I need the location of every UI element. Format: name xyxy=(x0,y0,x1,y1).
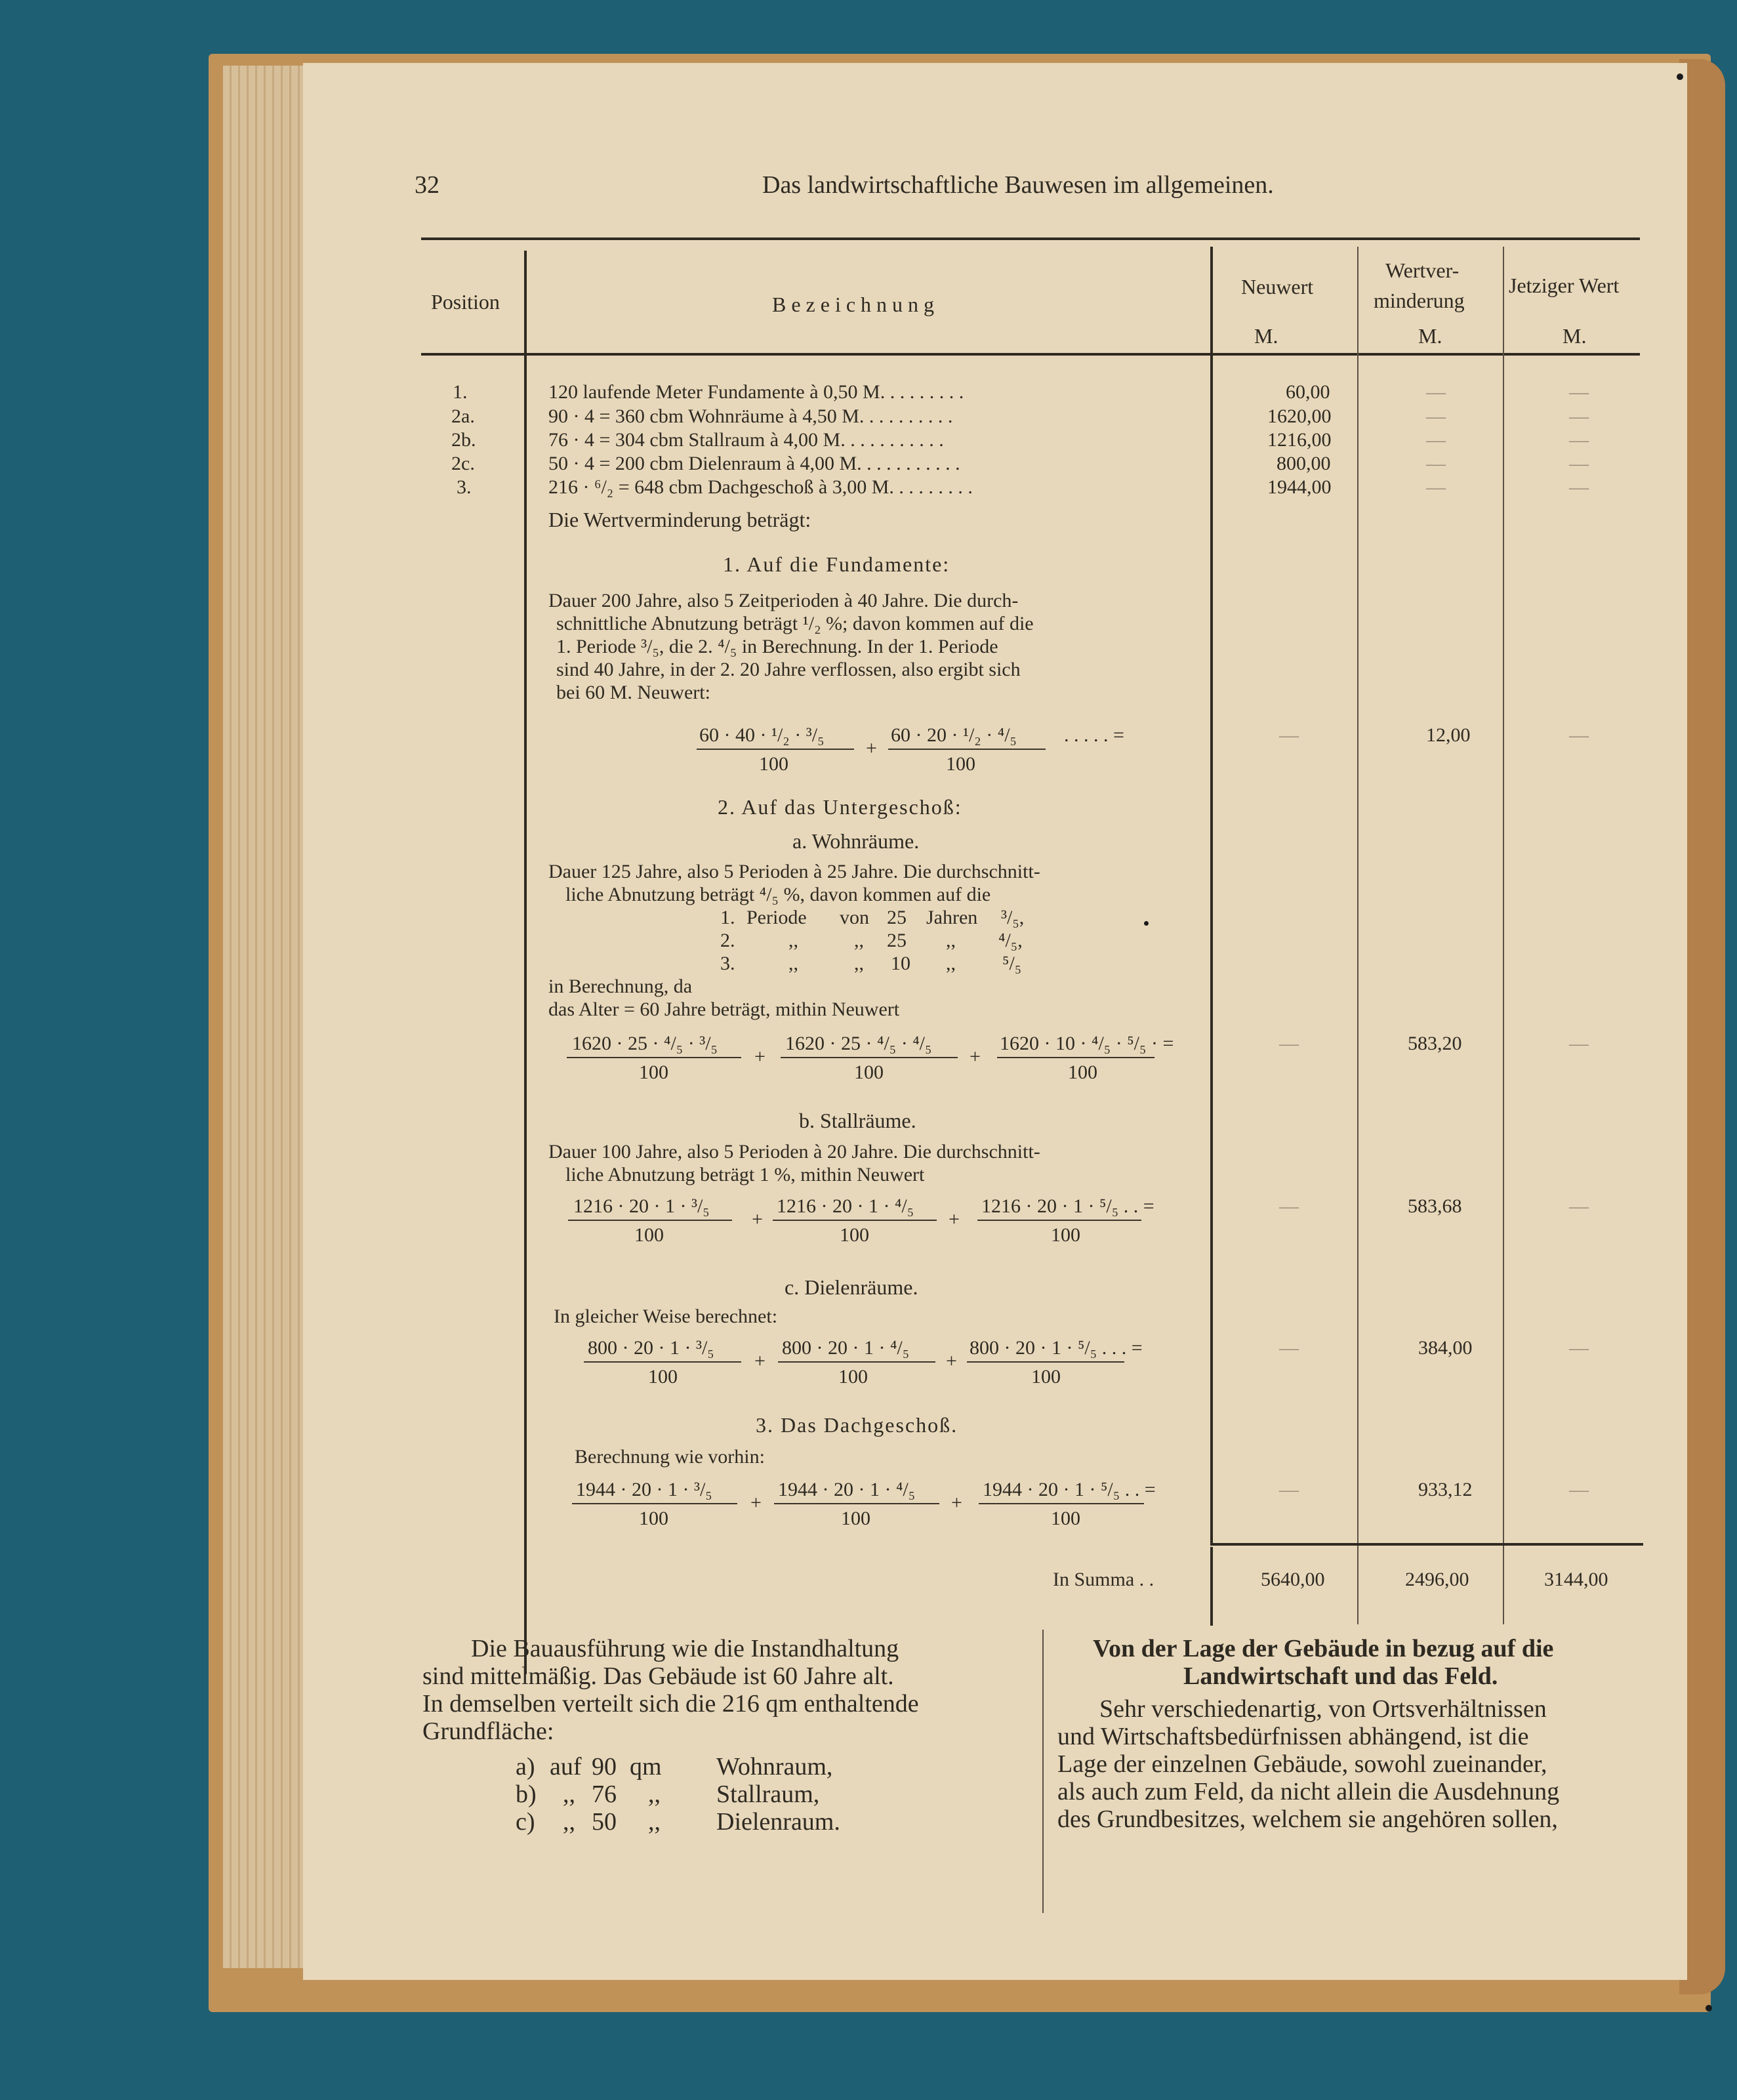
fraction-denominator: 100 xyxy=(1068,1061,1097,1083)
row-neuwert: 1620,00 xyxy=(1267,405,1332,427)
fraction-denominator: 100 xyxy=(1051,1508,1080,1529)
period-fraction: ⁵/₅ xyxy=(1002,953,1022,974)
ink-speck xyxy=(1706,2005,1712,2011)
list-item-key: c) xyxy=(516,1808,535,1836)
section-3-jetziger-wert: — xyxy=(1569,1479,1589,1500)
col-header-position: Position xyxy=(431,290,500,314)
period-label: Periode xyxy=(746,907,807,928)
subsection-b-neuwert: — xyxy=(1279,1195,1299,1217)
list-item-label: Dielenraum. xyxy=(716,1808,840,1836)
fraction-bar xyxy=(584,1361,741,1363)
section-1-title: 1. Auf die Fundamente: xyxy=(723,552,950,576)
subsection-b-jetziger-wert: — xyxy=(1569,1195,1589,1217)
list-item-prefix: ,, xyxy=(563,1808,575,1836)
subsection-a-neuwert: — xyxy=(1279,1033,1299,1054)
period-number: 1. xyxy=(720,907,735,928)
period-years: 25 xyxy=(887,907,907,928)
fraction-bar xyxy=(773,1220,937,1221)
col-header-wertverminderung-1: Wertver- xyxy=(1385,258,1460,282)
section-1-line: Dauer 200 Jahre, also 5 Zeitperioden à 40 Jahre. Die durch- xyxy=(548,590,1019,611)
period-von: ,, xyxy=(854,930,864,951)
fraction-numerator: 60 · 40 · ¹/₂ · ³/₅ xyxy=(699,724,825,746)
col-divider-position xyxy=(524,251,527,1674)
row-neuwert: 1216,00 xyxy=(1267,429,1332,451)
plus-sign: + xyxy=(866,737,877,759)
period-von: von xyxy=(840,907,869,928)
fraction-numerator: 1216 · 20 · 1 · ³/₅ xyxy=(573,1195,710,1217)
col-header-jetziger-wert: Jetziger Wert xyxy=(1509,274,1620,297)
subsection-c-neuwert: — xyxy=(1279,1337,1299,1359)
list-item-number: 90 xyxy=(592,1753,617,1781)
section-1-line: sind 40 Jahre, in der 2. 20 Jahre verflossen, also ergibt sich xyxy=(556,659,1021,680)
subsection-a-line: liche Abnutzung beträgt ⁴/₅ %, davon kommen auf die xyxy=(565,884,991,905)
fraction-bar xyxy=(774,1503,939,1504)
row-wertverminderung: — xyxy=(1426,429,1446,451)
subsection-a-jetziger-wert: — xyxy=(1569,1033,1589,1054)
period-fraction: ³/₅, xyxy=(1001,907,1025,928)
fraction-bar xyxy=(888,749,1046,750)
period-unit: ,, xyxy=(946,930,956,951)
list-item-prefix: ,, xyxy=(563,1781,575,1808)
row-position: 2c. xyxy=(451,453,475,474)
section-heading: Von der Lage der Gebäude in bezug auf die xyxy=(1093,1635,1554,1662)
row-description: 216 · ⁶/₂ = 648 cbm Dachgeschoß à 3,00 M. . . . . . . . . xyxy=(548,476,973,498)
fraction-bar xyxy=(778,1361,935,1363)
fraction-bar xyxy=(697,749,854,750)
plus-sign: + xyxy=(949,1208,960,1230)
col-unit-jetziger: M. xyxy=(1563,324,1587,348)
list-item-unit: ,, xyxy=(648,1781,661,1808)
subsection-b-line: Dauer 100 Jahre, also 5 Perioden à 20 Jahre. Die durchschnitt- xyxy=(548,1141,1040,1163)
right-paragraph-line: des Grundbesitzes, welchem sie angehören sollen, xyxy=(1057,1805,1558,1833)
summa-rule xyxy=(1210,1543,1643,1546)
row-position: 2a. xyxy=(451,405,475,427)
right-paragraph-line: Sehr verschiedenartig, von Ortsverhältnissen xyxy=(1099,1695,1547,1723)
list-item-label: Wohnraum, xyxy=(716,1753,833,1781)
subsection-b-title: b. Stallräume. xyxy=(799,1109,916,1132)
row-jetziger-wert: — xyxy=(1569,405,1589,427)
list-item-key: b) xyxy=(516,1781,537,1808)
subsection-c-line: In gleicher Weise berechnet: xyxy=(554,1306,778,1327)
row-description: 120 laufende Meter Fundamente à 0,50 M. . . . . . . . . xyxy=(548,381,964,403)
section-3-line: Berechnung wie vorhin: xyxy=(575,1446,765,1468)
subsection-b-wertverminderung: 583,68 xyxy=(1408,1195,1462,1217)
right-paragraph-line: und Wirtschaftsbedürfnissen abhängend, ist die xyxy=(1057,1723,1529,1750)
col-divider-neuwert xyxy=(1210,247,1213,1546)
subsection-c-wertverminderung: 384,00 xyxy=(1418,1337,1473,1359)
summa-neuwert: 5640,00 xyxy=(1261,1569,1325,1590)
summa-label: In Summa . . xyxy=(1053,1569,1155,1590)
section-1-line: schnittliche Abnutzung beträgt ¹/₂ %; davon kommen auf die xyxy=(556,613,1034,634)
subsection-a-title: a. Wohnräume. xyxy=(792,829,920,853)
fraction-bar xyxy=(568,1220,732,1221)
column-divider xyxy=(1042,1630,1044,1913)
period-years: 25 xyxy=(887,930,907,951)
row-description: 50 · 4 = 200 cbm Dielenraum à 4,00 M. . . . . . . . . . . xyxy=(548,453,960,474)
right-paragraph-line: als auch zum Feld, da nicht allein die Ausdehnung xyxy=(1057,1778,1560,1805)
subsection-a-wertverminderung: 583,20 xyxy=(1408,1033,1462,1054)
row-jetziger-wert: — xyxy=(1569,429,1589,451)
summa-wertverminderung: 2496,00 xyxy=(1405,1569,1469,1590)
subsection-c-jetziger-wert: — xyxy=(1569,1337,1589,1359)
fraction-denominator: 100 xyxy=(639,1508,668,1529)
period-number: 3. xyxy=(720,953,735,974)
subsection-a-after: das Alter = 60 Jahre beträgt, mithin Neuwert xyxy=(548,999,900,1020)
row-neuwert: 1944,00 xyxy=(1267,476,1332,498)
fraction-numerator: 60 · 20 · ¹/₂ · ⁴/₅ xyxy=(891,724,1017,746)
col-header-neuwert: Neuwert xyxy=(1241,275,1314,299)
col-unit-neuwert: M. xyxy=(1254,324,1278,348)
fraction-numerator: 1944 · 20 · 1 · ⁵/₅ . . = xyxy=(983,1479,1156,1500)
plus-sign: + xyxy=(754,1350,766,1372)
fraction-bar xyxy=(979,1503,1144,1504)
row-wertverminderung: — xyxy=(1426,381,1446,403)
plus-sign: + xyxy=(754,1046,766,1067)
fraction-denominator: 100 xyxy=(841,1508,870,1529)
section-1-line: 1. Periode ³/₅, die 2. ⁴/₅ in Berechnung. In der 1. Periode xyxy=(556,636,998,657)
fraction-denominator: 100 xyxy=(648,1366,678,1388)
list-item-prefix: auf xyxy=(550,1753,582,1781)
left-paragraph-line: Grundfläche: xyxy=(422,1718,554,1745)
row-description: 76 · 4 = 304 cbm Stallraum à 4,00 M. . . . . . . . . . . xyxy=(548,429,944,451)
row-neuwert: 800,00 xyxy=(1277,453,1331,474)
right-paragraph-line: Lage der einzelnen Gebäude, sowohl zueinander, xyxy=(1057,1750,1547,1778)
row-jetziger-wert: — xyxy=(1569,453,1589,474)
summa-jetziger-wert: 3144,00 xyxy=(1544,1569,1608,1590)
list-item-key: a) xyxy=(516,1753,535,1781)
fraction-numerator: 1944 · 20 · 1 · ³/₅ xyxy=(576,1479,712,1500)
fraction-denominator: 100 xyxy=(759,753,788,775)
equation-tail: . . . . . = xyxy=(1064,724,1124,746)
fraction-denominator: 100 xyxy=(946,753,975,775)
section-1-neuwert: — xyxy=(1279,724,1299,746)
section-1-jetziger-wert: — xyxy=(1569,724,1589,746)
fraction-bar xyxy=(997,1057,1155,1058)
fraction-numerator: 1216 · 20 · 1 · ⁵/₅ . . = xyxy=(981,1195,1155,1217)
row-wertverminderung: — xyxy=(1426,405,1446,427)
left-paragraph-line: Die Bauausführung wie die Instandhaltung xyxy=(471,1635,899,1662)
summa-divider xyxy=(1210,1547,1213,1626)
left-paragraph-line: sind mittelmäßig. Das Gebäude ist 60 Jahre alt. xyxy=(422,1662,894,1690)
period-fraction: ⁴/₅, xyxy=(998,930,1023,951)
plus-sign: + xyxy=(750,1492,762,1513)
fraction-bar xyxy=(781,1057,958,1058)
book-page xyxy=(303,63,1687,1980)
fraction-denominator: 100 xyxy=(639,1061,668,1083)
col-divider-wertverminderung xyxy=(1357,247,1359,1624)
section-1-wertverminderung: 12,00 xyxy=(1426,724,1471,746)
row-wertverminderung: — xyxy=(1426,453,1446,474)
fraction-denominator: 100 xyxy=(634,1224,664,1246)
subsection-c-title: c. Dielenräume. xyxy=(785,1275,918,1299)
section-2-title: 2. Auf das Untergeschoß: xyxy=(718,795,962,819)
section-3-neuwert: — xyxy=(1279,1479,1299,1500)
section-1-line: bei 60 M. Neuwert: xyxy=(556,682,710,703)
subsection-a-line: Dauer 125 Jahre, also 5 Perioden à 25 Jahre. Die durchschnitt- xyxy=(548,861,1040,882)
period-label: ,, xyxy=(788,930,798,951)
fraction-denominator: 100 xyxy=(854,1061,884,1083)
period-von: ,, xyxy=(854,953,864,974)
plus-sign: + xyxy=(946,1350,957,1372)
plus-sign: + xyxy=(752,1208,763,1230)
fraction-bar xyxy=(567,1057,741,1058)
period-label: ,, xyxy=(788,953,798,974)
fraction-bar xyxy=(572,1503,737,1504)
list-item-number: 76 xyxy=(592,1781,617,1808)
row-position: 2b. xyxy=(451,429,476,451)
list-item-number: 50 xyxy=(592,1808,617,1836)
fraction-numerator: 800 · 20 · 1 · ⁴/₅ xyxy=(782,1337,910,1359)
running-title: Das landwirtschaftliche Bauwesen im allgemeinen. xyxy=(762,171,1274,199)
list-item-unit: qm xyxy=(630,1753,662,1781)
col-unit-wertverminderung: M. xyxy=(1418,324,1442,348)
subsection-a-after: in Berechnung, da xyxy=(548,976,693,997)
fraction-denominator: 100 xyxy=(1031,1366,1061,1388)
left-paragraph-line: In demselben verteilt sich die 216 qm enthaltende xyxy=(422,1690,919,1718)
row-jetziger-wert: — xyxy=(1569,476,1589,498)
section-3-title: 3. Das Dachgeschoß. xyxy=(756,1413,958,1437)
fraction-numerator: 1620 · 25 · ⁴/₅ · ⁴/₅ xyxy=(785,1033,932,1054)
table-header-rule xyxy=(421,353,1640,356)
row-jetziger-wert: — xyxy=(1569,381,1589,403)
list-item-unit: ,, xyxy=(648,1808,661,1836)
section-3-wertverminderung: 933,12 xyxy=(1418,1479,1473,1500)
period-unit: Jahren xyxy=(926,907,978,928)
row-wertverminderung: — xyxy=(1426,476,1446,498)
section-heading: Landwirtschaft und das Feld. xyxy=(1183,1662,1498,1690)
fraction-denominator: 100 xyxy=(1051,1224,1080,1246)
col-header-bezeichnung: B e z e i c h n u n g xyxy=(772,293,935,316)
col-divider-jetziger xyxy=(1503,247,1504,1624)
ink-speck xyxy=(1144,921,1149,926)
row-description: 90 · 4 = 360 cbm Wohnräume à 4,50 M. . . . . . . . . . xyxy=(548,405,953,427)
fraction-numerator: 1620 · 10 · ⁴/₅ · ⁵/₅ · = xyxy=(1000,1033,1174,1054)
plus-sign: + xyxy=(970,1046,981,1067)
col-header-wertverminderung-2: minderung xyxy=(1374,289,1465,312)
table-top-rule xyxy=(421,237,1640,240)
row-position: 1. xyxy=(453,381,468,403)
period-unit: ,, xyxy=(946,953,956,974)
fraction-denominator: 100 xyxy=(838,1366,868,1388)
ink-speck xyxy=(1677,73,1683,80)
list-item-label: Stallraum, xyxy=(716,1781,820,1808)
fraction-denominator: 100 xyxy=(840,1224,869,1246)
fraction-bar xyxy=(967,1361,1124,1363)
period-years: 10 xyxy=(891,953,910,974)
page-number: 32 xyxy=(415,171,439,199)
row-neuwert: 60,00 xyxy=(1286,381,1330,403)
fraction-numerator: 1216 · 20 · 1 · ⁴/₅ xyxy=(777,1195,914,1217)
fraction-numerator: 800 · 20 · 1 · ⁵/₅ . . . = xyxy=(970,1337,1143,1359)
fraction-bar xyxy=(977,1220,1141,1221)
fraction-numerator: 800 · 20 · 1 · ³/₅ xyxy=(588,1337,714,1359)
fraction-numerator: 1620 · 25 · ⁴/₅ · ³/₅ xyxy=(572,1033,718,1054)
subsection-b-line: liche Abnutzung beträgt 1 %, mithin Neuwert xyxy=(565,1164,925,1185)
plus-sign: + xyxy=(951,1492,962,1513)
period-number: 2. xyxy=(720,930,735,951)
fraction-numerator: 1944 · 20 · 1 · ⁴/₅ xyxy=(778,1479,916,1500)
row-position: 3. xyxy=(457,476,472,498)
wertverminderung-intro: Die Wertverminderung beträgt: xyxy=(548,508,811,531)
